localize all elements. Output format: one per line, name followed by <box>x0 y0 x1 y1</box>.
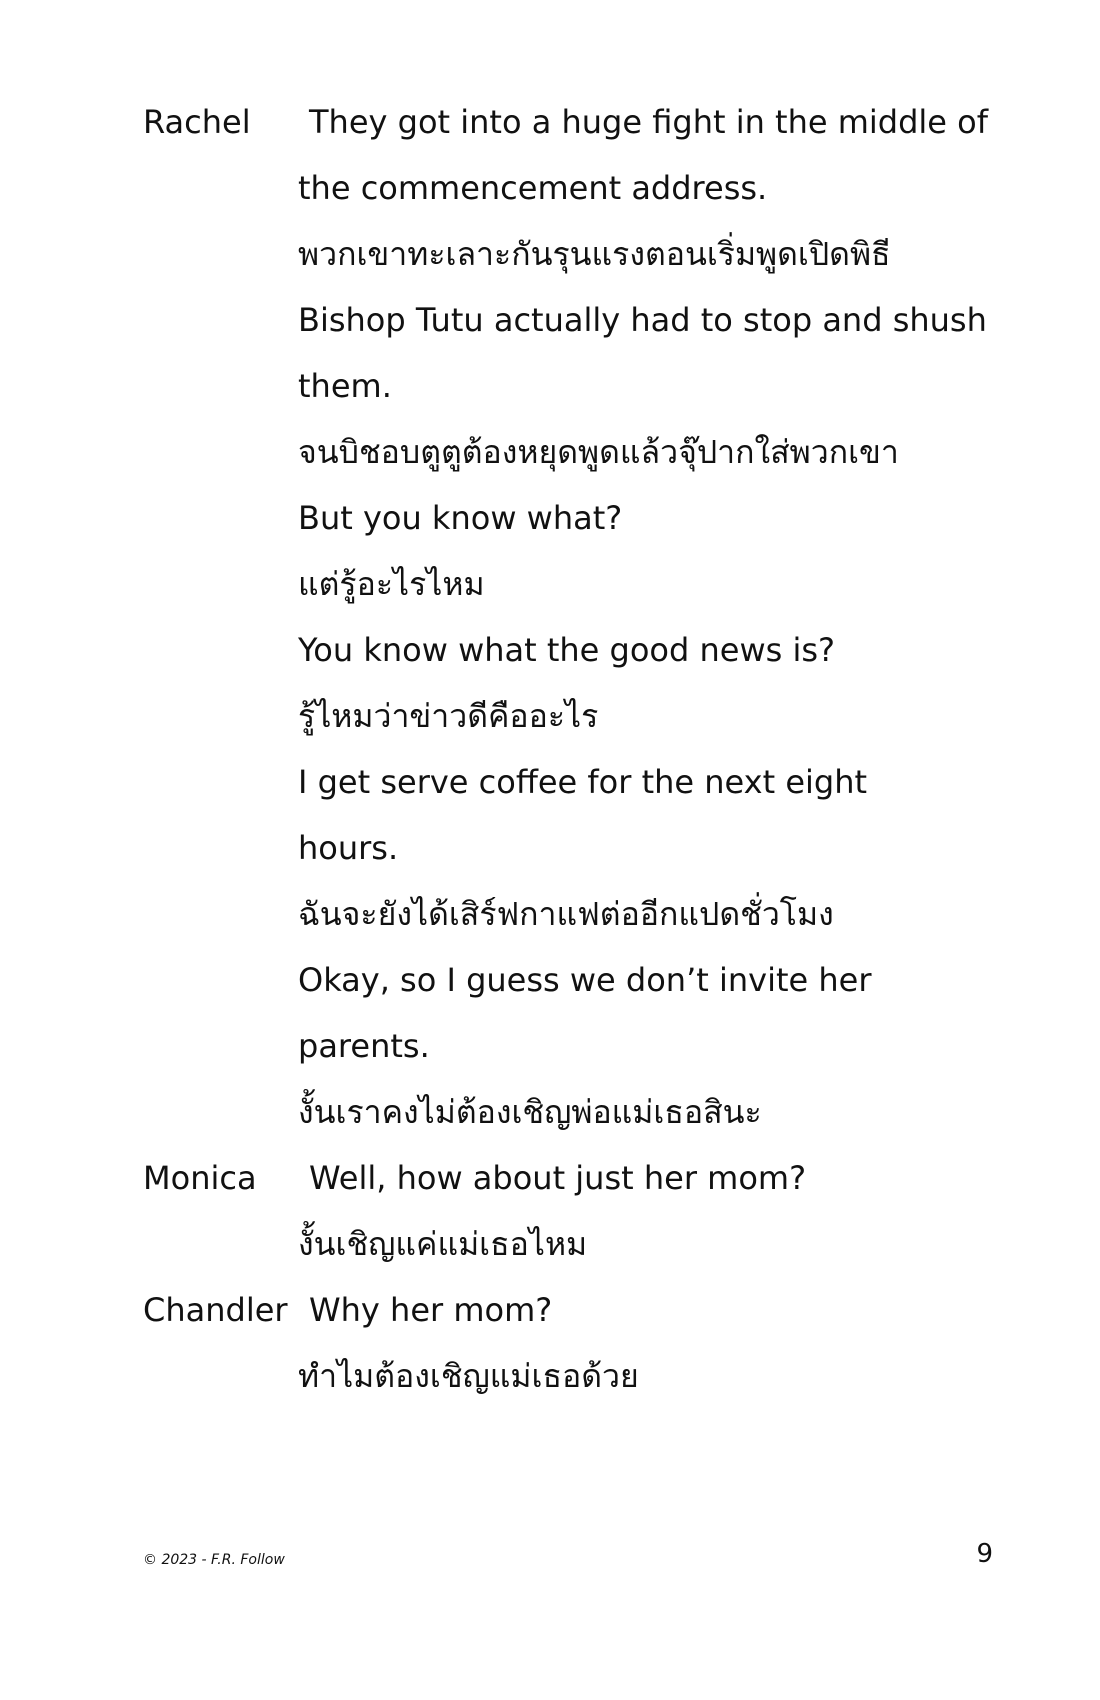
dialogue-line-thai: ฉันจะยังได้เสิร์ฟกาแฟต่ออีกแปดชั่วโมง <box>298 895 834 933</box>
dialogue-line-thai: แต่รู้อะไรไหม <box>298 565 485 603</box>
dialogue-line: But you know what? <box>298 499 623 537</box>
page-number: 9 <box>976 1539 993 1569</box>
dialogue-line: parents. <box>298 1027 430 1065</box>
speaker-name: Rachel <box>143 103 251 141</box>
speaker-name: Monica <box>143 1159 257 1197</box>
dialogue-line-thai: รู้ไหมว่าข่าวดีคืออะไร <box>298 697 599 735</box>
dialogue-line: Well, how about just her mom? <box>309 1159 807 1197</box>
dialogue-line: I get serve coffee for the next eight <box>298 763 868 801</box>
dialogue-line-thai: งั้นเชิญแค่แม่เธอไหม <box>298 1225 588 1263</box>
dialogue-line-thai: พวกเขาทะเลาะกันรุนแรงตอนเริ่มพูดเปิดพิธี <box>298 235 891 273</box>
dialogue-line: Why her mom? <box>309 1291 553 1329</box>
copyright-notice: © 2023 - F.R. Follow <box>143 1552 285 1568</box>
dialogue-line: Bishop Tutu actually had to stop and shush <box>298 301 987 339</box>
dialogue-line-thai: ทำไมต้องเชิญแม่เธอด้วย <box>298 1357 639 1395</box>
dialogue-line-thai: งั้นเราคงไม่ต้องเชิญพ่อแม่เธอสินะ <box>298 1093 762 1131</box>
speaker-name: Chandler <box>143 1291 288 1329</box>
dialogue-line: the commencement address. <box>298 169 768 207</box>
dialogue-line: They got into a huge fight in the middle of <box>309 103 988 141</box>
dialogue-line: You know what the good news is? <box>298 631 836 669</box>
dialogue-line: Okay, so I guess we don’t invite her <box>298 961 872 999</box>
dialogue-line: hours. <box>298 829 399 867</box>
dialogue-line-thai: จนบิชอบตูตูต้องหยุดพูดแล้วจุ๊ปากใส่พวกเขา <box>298 433 899 471</box>
dialogue-line: them. <box>298 367 392 405</box>
